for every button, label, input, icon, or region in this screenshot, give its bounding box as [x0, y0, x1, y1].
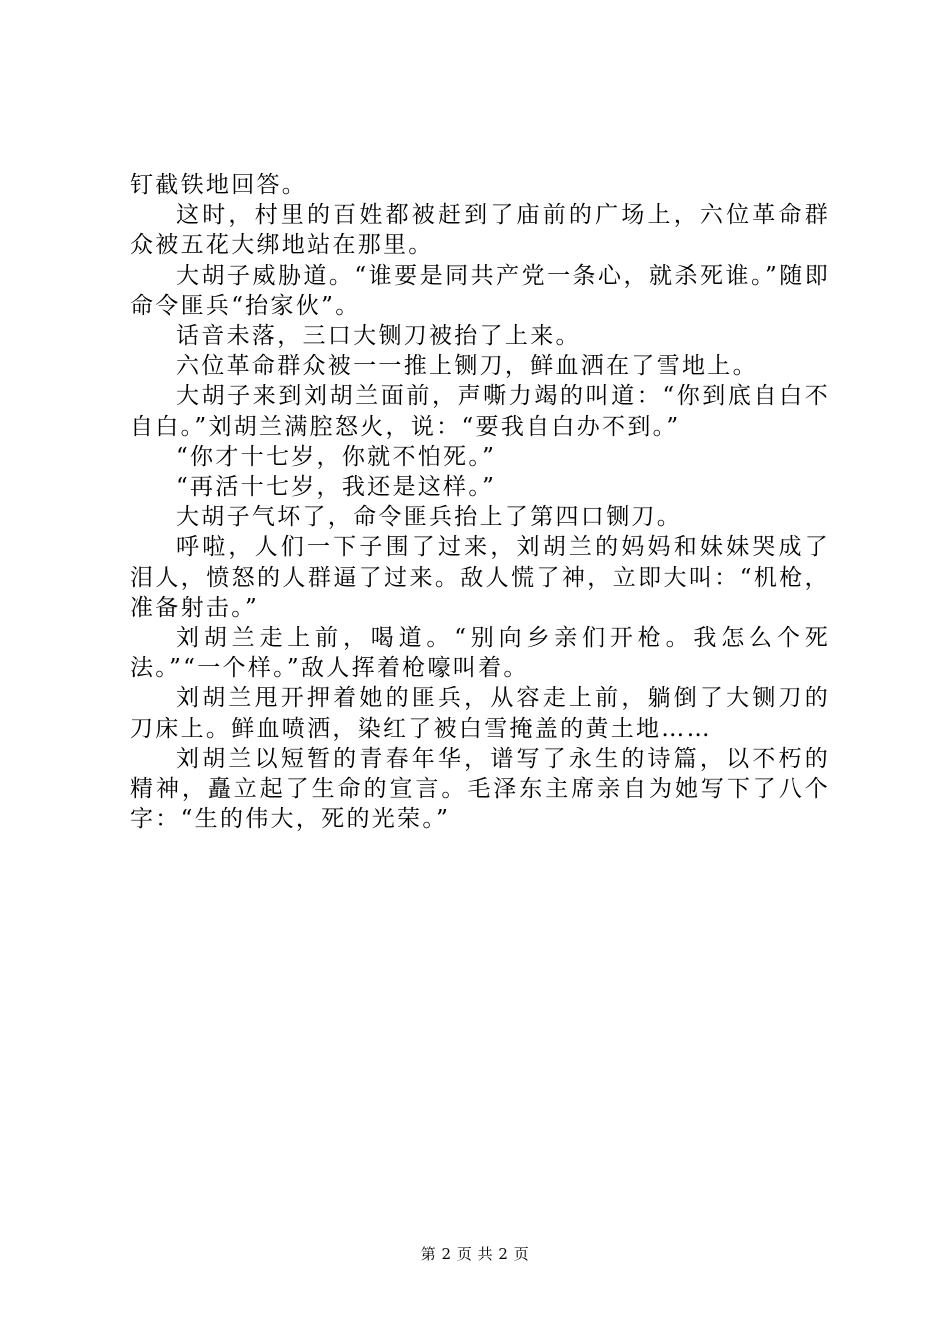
paragraph: 刘胡兰走上前，喝道。“别向乡亲们开枪。我怎么个死法。”“一个样。”敌人挥着枪嚎叫着。 — [130, 625, 830, 682]
paragraph: 大胡子来到刘胡兰面前，声嘶力竭的叫道：“你到底自白不自白。”刘胡兰满腔怒火，说：“要我自白办不到。” — [130, 383, 830, 440]
paragraph: 刘胡兰以短暂的青春年华，谱写了永生的诗篇，以不朽的精神，矗立起了生命的宣言。毛泽东主席亲自为她写下了八个字：“生的伟大，死的光荣。” — [130, 745, 830, 833]
paragraph: “你才十七岁，你就不怕死。” — [176, 443, 497, 470]
paragraph: “再活十七岁，我还是这样。” — [176, 474, 497, 501]
paragraph: 大胡子威胁道。“谁要是同共产党一条心，就杀死谁。”随即命令匪兵“抬家伙”。 — [130, 262, 830, 319]
paragraph: 大胡子气坏了，命令匪兵抬上了第四口铡刀。 — [176, 504, 682, 531]
paragraph: 呼啦，人们一下子围了过来，刘胡兰的妈妈和妹妹哭成了泪人，愤怒的人群逼了过来。敌人慌了神，立即大叫：“机枪，准备射击。” — [130, 534, 830, 621]
paragraph: 六位革命群众被一一推上铡刀，鲜血洒在了雪地上。 — [176, 353, 758, 380]
paragraph: 钉截铁地回答。 — [130, 172, 308, 198]
paragraph: 刘胡兰甩开押着她的匪兵，从容走上前，躺倒了大铡刀的刀床上。鲜血喷洒，染红了被白雪掩盖的黄土地…… — [130, 685, 830, 742]
paragraph: 话音未落，三口大铡刀被抬了上来。 — [176, 323, 581, 350]
body-text — [130, 170, 830, 834]
paragraph: 这时，村里的百姓都被赶到了庙前的广场上，六位革命群众被五花大绑地站在那里。 — [130, 202, 830, 259]
page-footer: 第 2 页 共 2 页 — [420, 1245, 530, 1263]
